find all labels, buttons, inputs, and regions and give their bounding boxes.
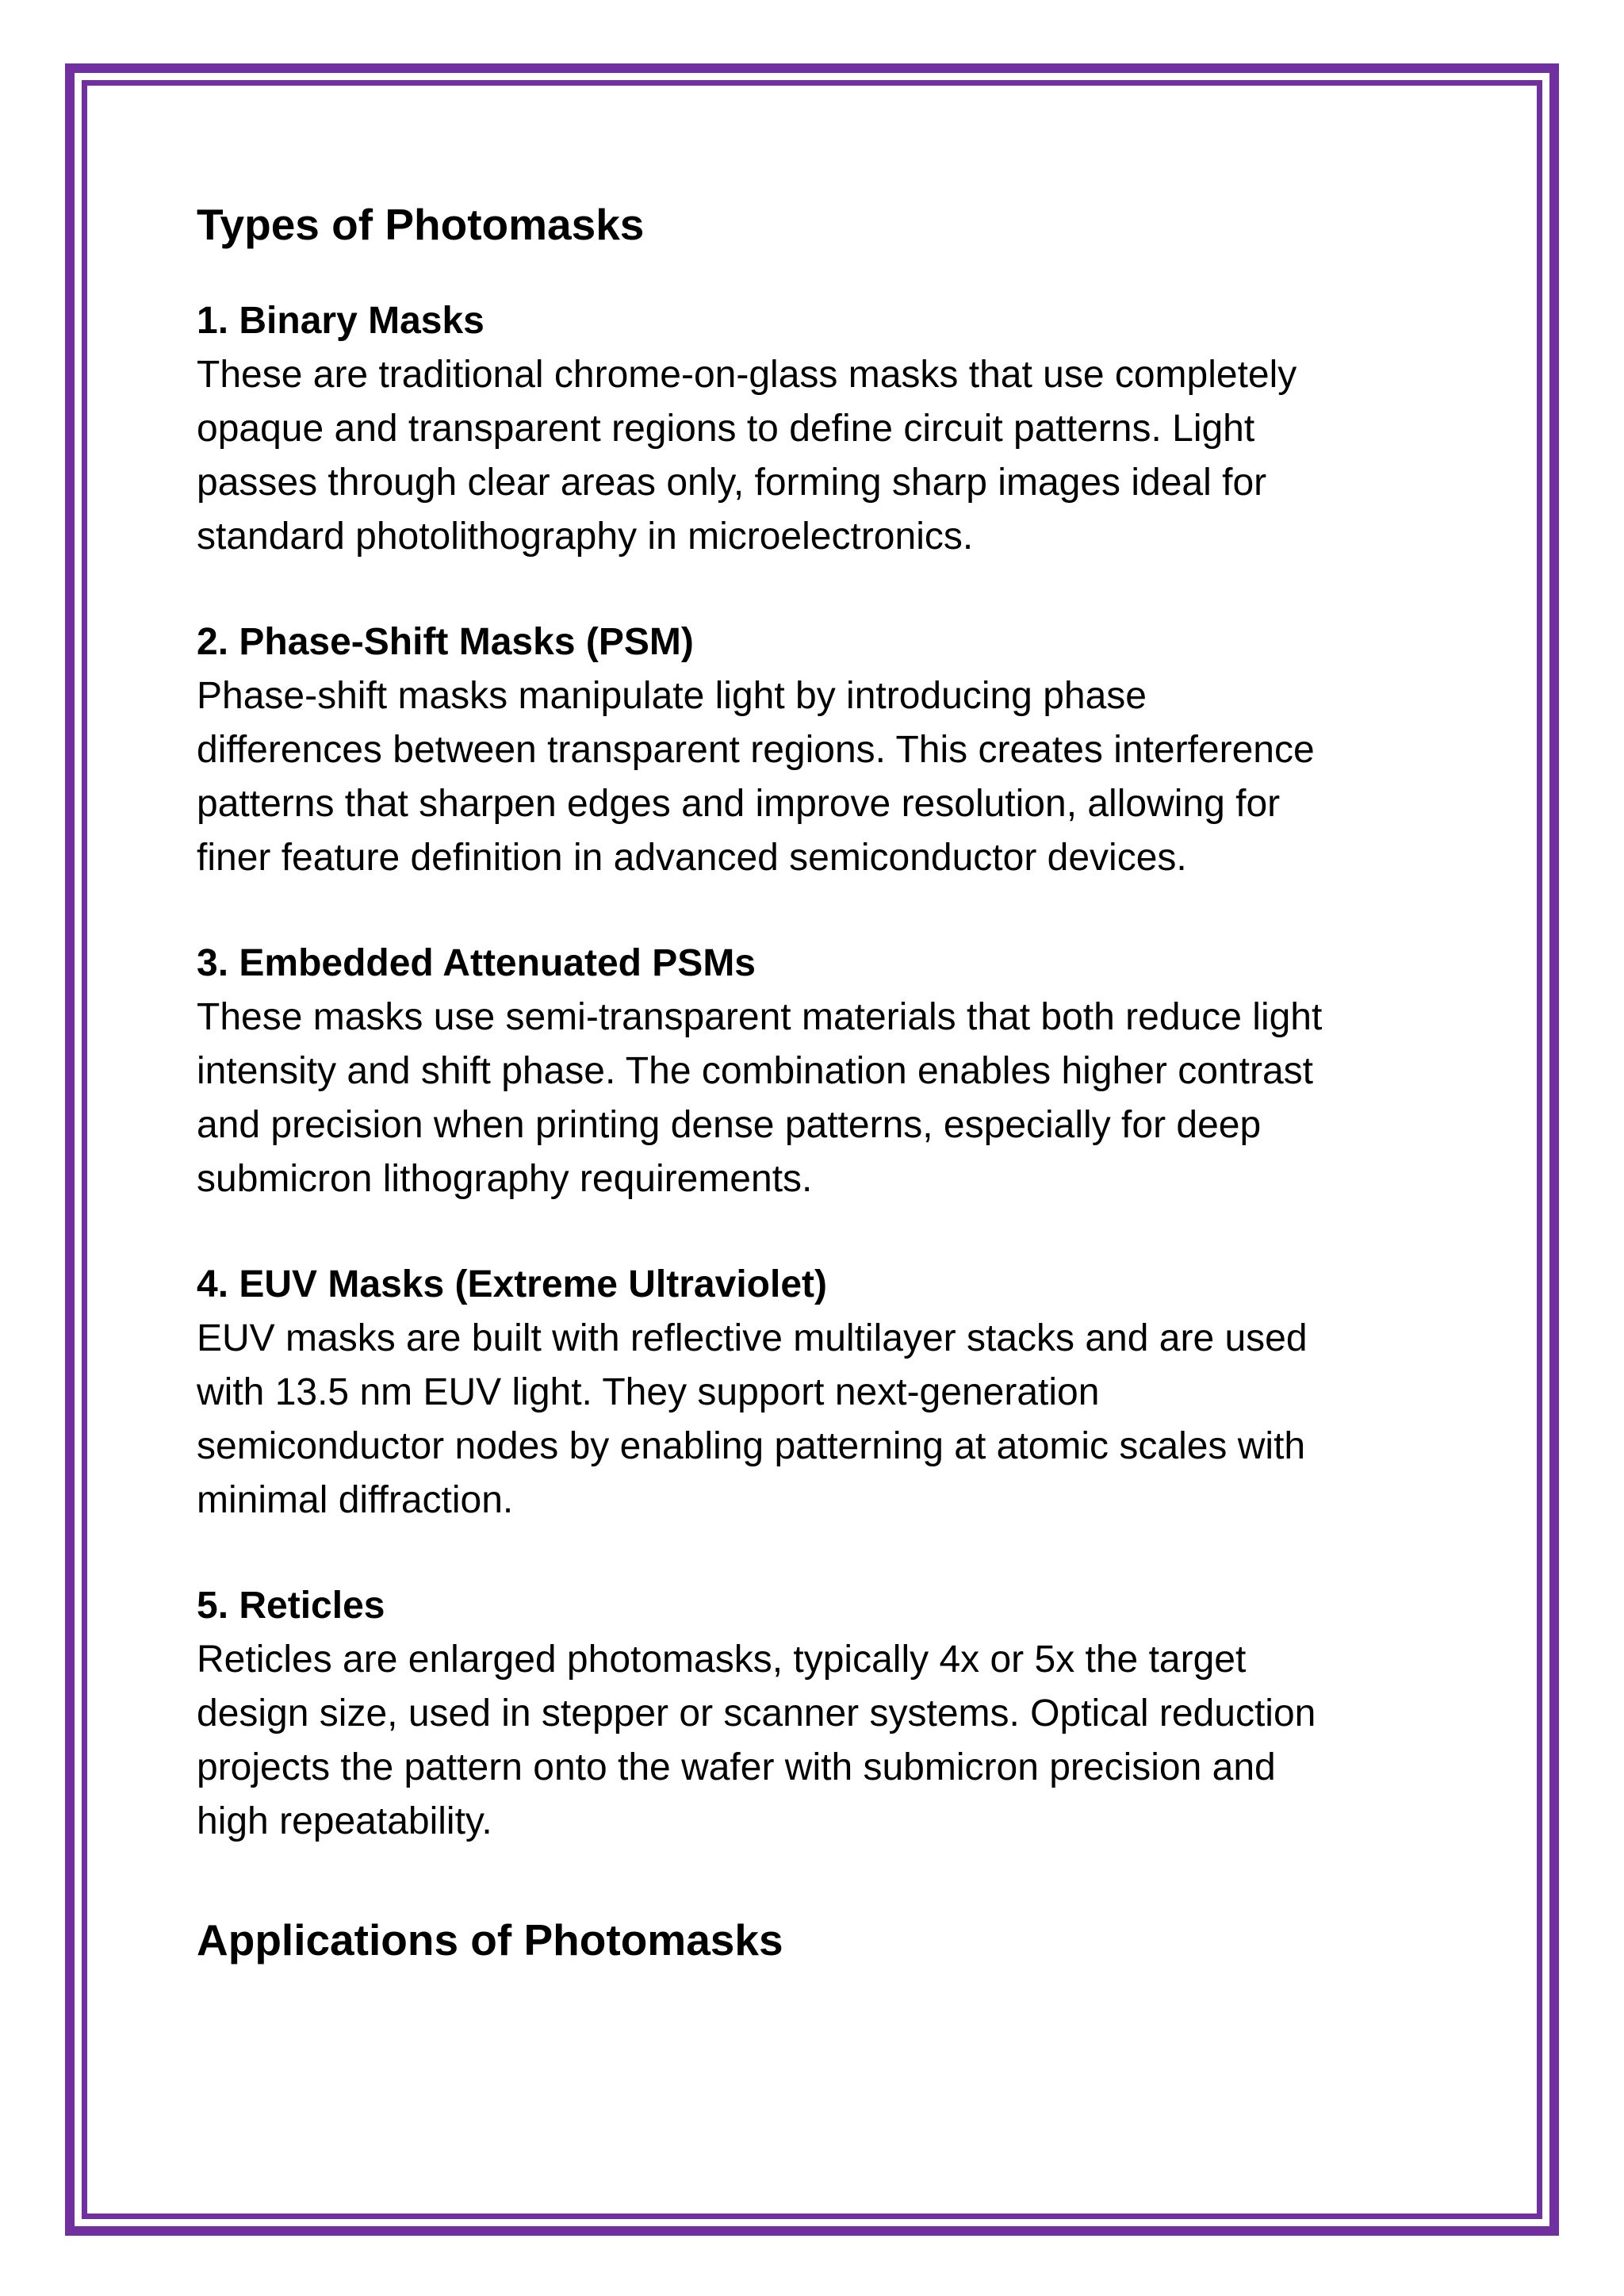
body-line: projects the pattern onto the wafer with submicron precision and (197, 1746, 1276, 1788)
body-line: and precision when printing dense patterns, especially for deep (197, 1104, 1262, 1146)
body-line: finer feature definition in advanced semiconductor devices. (197, 837, 1187, 879)
body-line: submicron lithography requirements. (197, 1158, 813, 1200)
body-line: differences between transparent regions. This creates interference (197, 729, 1315, 771)
body-line: minimal diffraction. (197, 1479, 514, 1521)
mask-type-reticles (197, 1578, 1465, 1849)
item-body (197, 348, 1465, 564)
item-title: 3. Embedded Attenuated PSMs (197, 942, 756, 984)
item-body (197, 669, 1465, 885)
body-line: These are traditional chrome-on-glass masks that use completely (197, 354, 1297, 396)
item-title: 1. Binary Masks (197, 300, 485, 342)
mask-type-embedded-attenuated (197, 936, 1465, 1206)
body-line: opaque and transparent regions to define circuit patterns. Light (197, 408, 1255, 450)
body-line: intensity and shift phase. The combination enables higher contrast (197, 1050, 1313, 1092)
document-content (197, 189, 1465, 1976)
body-line: high repeatability. (197, 1800, 492, 1842)
mask-type-phase-shift (197, 615, 1465, 885)
body-line: with 13.5 nm EUV light. They support next-generation (197, 1371, 1100, 1413)
body-line: These masks use semi-transparent materials that both reduce light (197, 996, 1323, 1038)
mask-type-binary (197, 293, 1465, 564)
item-body (197, 991, 1465, 1206)
item-body (197, 1633, 1465, 1849)
body-line: EUV masks are built with reflective multilayer stacks and are used (197, 1317, 1308, 1359)
body-line: design size, used in stepper or scanner systems. Optical reduction (197, 1692, 1316, 1734)
mask-type-euv (197, 1257, 1465, 1527)
body-line: Reticles are enlarged photomasks, typically 4x or 5x the target (197, 1639, 1247, 1681)
item-title: 4. EUV Masks (Extreme Ultraviolet) (197, 1263, 827, 1305)
body-line: passes through clear areas only, forming sharp images ideal for (197, 462, 1267, 504)
body-line: semiconductor nodes by enabling patterning at atomic scales with (197, 1425, 1306, 1467)
section-heading-types: Types of Photomasks (197, 200, 645, 249)
body-line: standard photolithography in microelectronics. (197, 516, 974, 558)
item-body (197, 1312, 1465, 1527)
body-line: Phase-shift masks manipulate light by introducing phase (197, 675, 1147, 717)
section-heading-applications: Applications of Photomasks (197, 1915, 783, 1964)
body-line: patterns that sharpen edges and improve resolution, allowing for (197, 783, 1281, 825)
item-title: 2. Phase-Shift Masks (PSM) (197, 621, 694, 663)
item-title: 5. Reticles (197, 1585, 385, 1627)
